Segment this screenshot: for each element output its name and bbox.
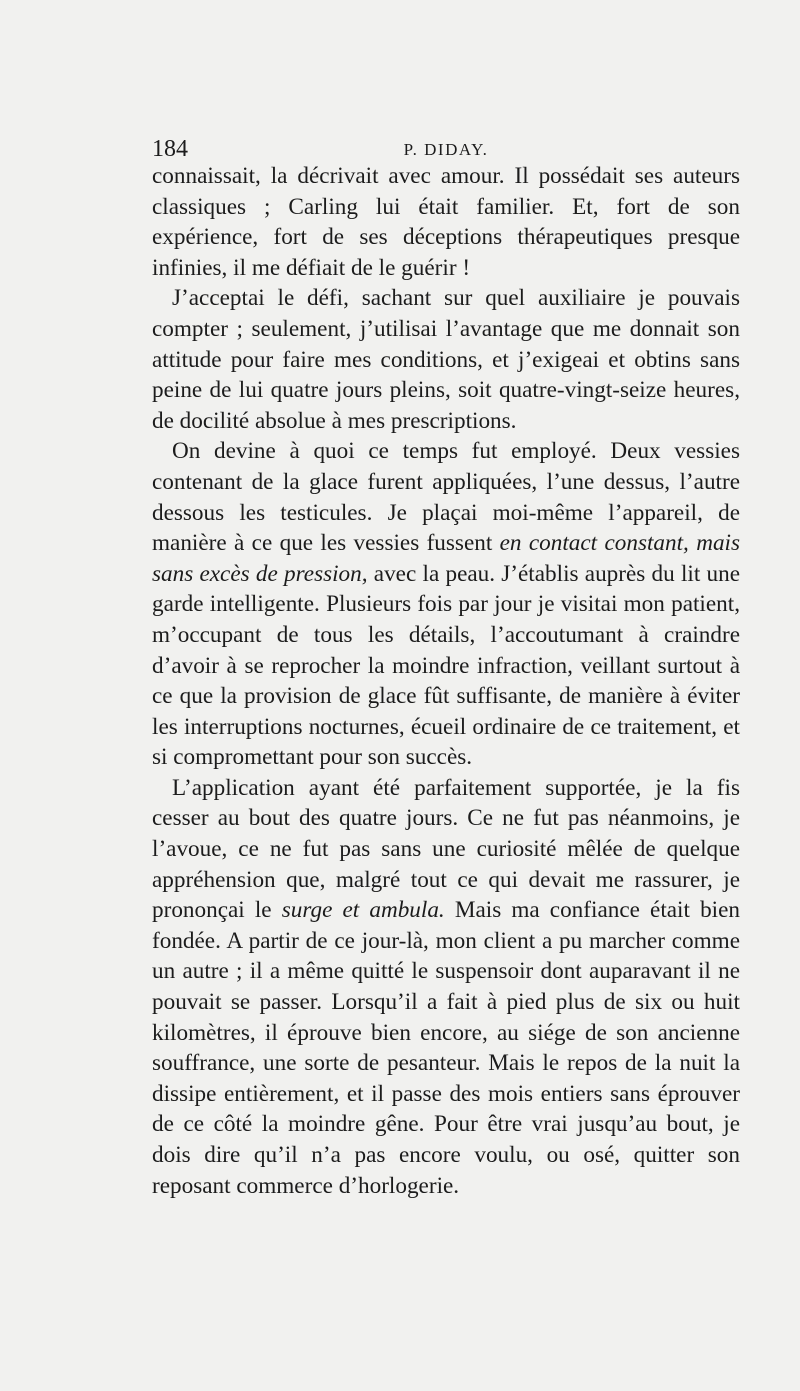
emphasis-contact: en contact constant, mais sans excès de pression, xyxy=(152,530,741,587)
emphasis-surge-et-ambula: surge et ambula. xyxy=(281,897,445,924)
paragraph-4 xyxy=(152,773,740,1201)
paragraph-3-part-1: On devine à quoi ce temps fut employé. Deux vessies contenant de la glace furent appliquées, l’une dessus, l’autre dessous les testicules. Je plaçai moi-même l’appareil, de manière à ce que les vessies fussent xyxy=(152,438,740,557)
paragraph-1: connaissait, la décrivait avec amour. Il possédait ses auteurs classiques ; Carling lui était familier. Et, fort de son expérience, fort de ses déceptions thérapeutiques presque infinies, il me défiait de le guérir ! xyxy=(152,163,740,281)
body-text xyxy=(152,161,740,1201)
paragraph-3 xyxy=(152,436,740,773)
paragraph-2: J’acceptai le défi, sachant sur quel auxiliaire je pouvais compter ; seulement, j’utilisai l’avantage que me donnait son attitude pour faire mes conditions, et j’exigeai et obtins sans peine de lui quatre jours pleins, soit quatre-vingt-seize heures, de docilité absolue à mes prescriptions. xyxy=(152,285,740,434)
paragraph-4-part-1: L’application ayant été parfaitement supportée, je la fis cesser au bout des quatre jours. Ce ne fut pas néanmoins, je l’avoue, ce ne fut pas sans une curiosité mêlée de quelque appréhension que, malgré tout ce qui devait me rassurer, je prononçai le xyxy=(152,774,740,924)
running-head: P. DIDAY. xyxy=(403,140,489,159)
paragraph-4-part-2: Mais ma confiance était bien fondée. A partir de ce jour-là, mon client a pu marcher comme un autre ; il a même quitté le suspensoir dont auparavant il ne pouvait se passer. Lorsqu’il a fait à pied plus de six ou huit kilomètres, il éprouve bien encore, au siége de son ancienne souffrance, une sorte de pesanteur. Mais le repos de la nuit la dissipe entièrement, et il passe des mois entiers sans éprouver de ce côté la moindre gêne. Pour être vrai jusqu’au bout, je dois dire qu’il n’a pas encore voulu, ou osé, quitter son reposant commerce d’horlogerie. xyxy=(152,897,740,1199)
page-header xyxy=(152,134,740,164)
page-number: 184 xyxy=(152,136,188,162)
paragraph-3-part-2: avec la peau. J’établis auprès du lit une garde intelligente. Plusieurs fois par jour je visitai mon patient, m’occupant de tous les détails, l’accoutumant à craindre d’avoir à se reprocher la moindre infraction, veillant surtout à ce que la provision de glace fût suffisante, de manière à éviter les interruptions nocturnes, écueil ordinaire de ce traitement, et si compromettant pour son succès. xyxy=(152,560,741,771)
